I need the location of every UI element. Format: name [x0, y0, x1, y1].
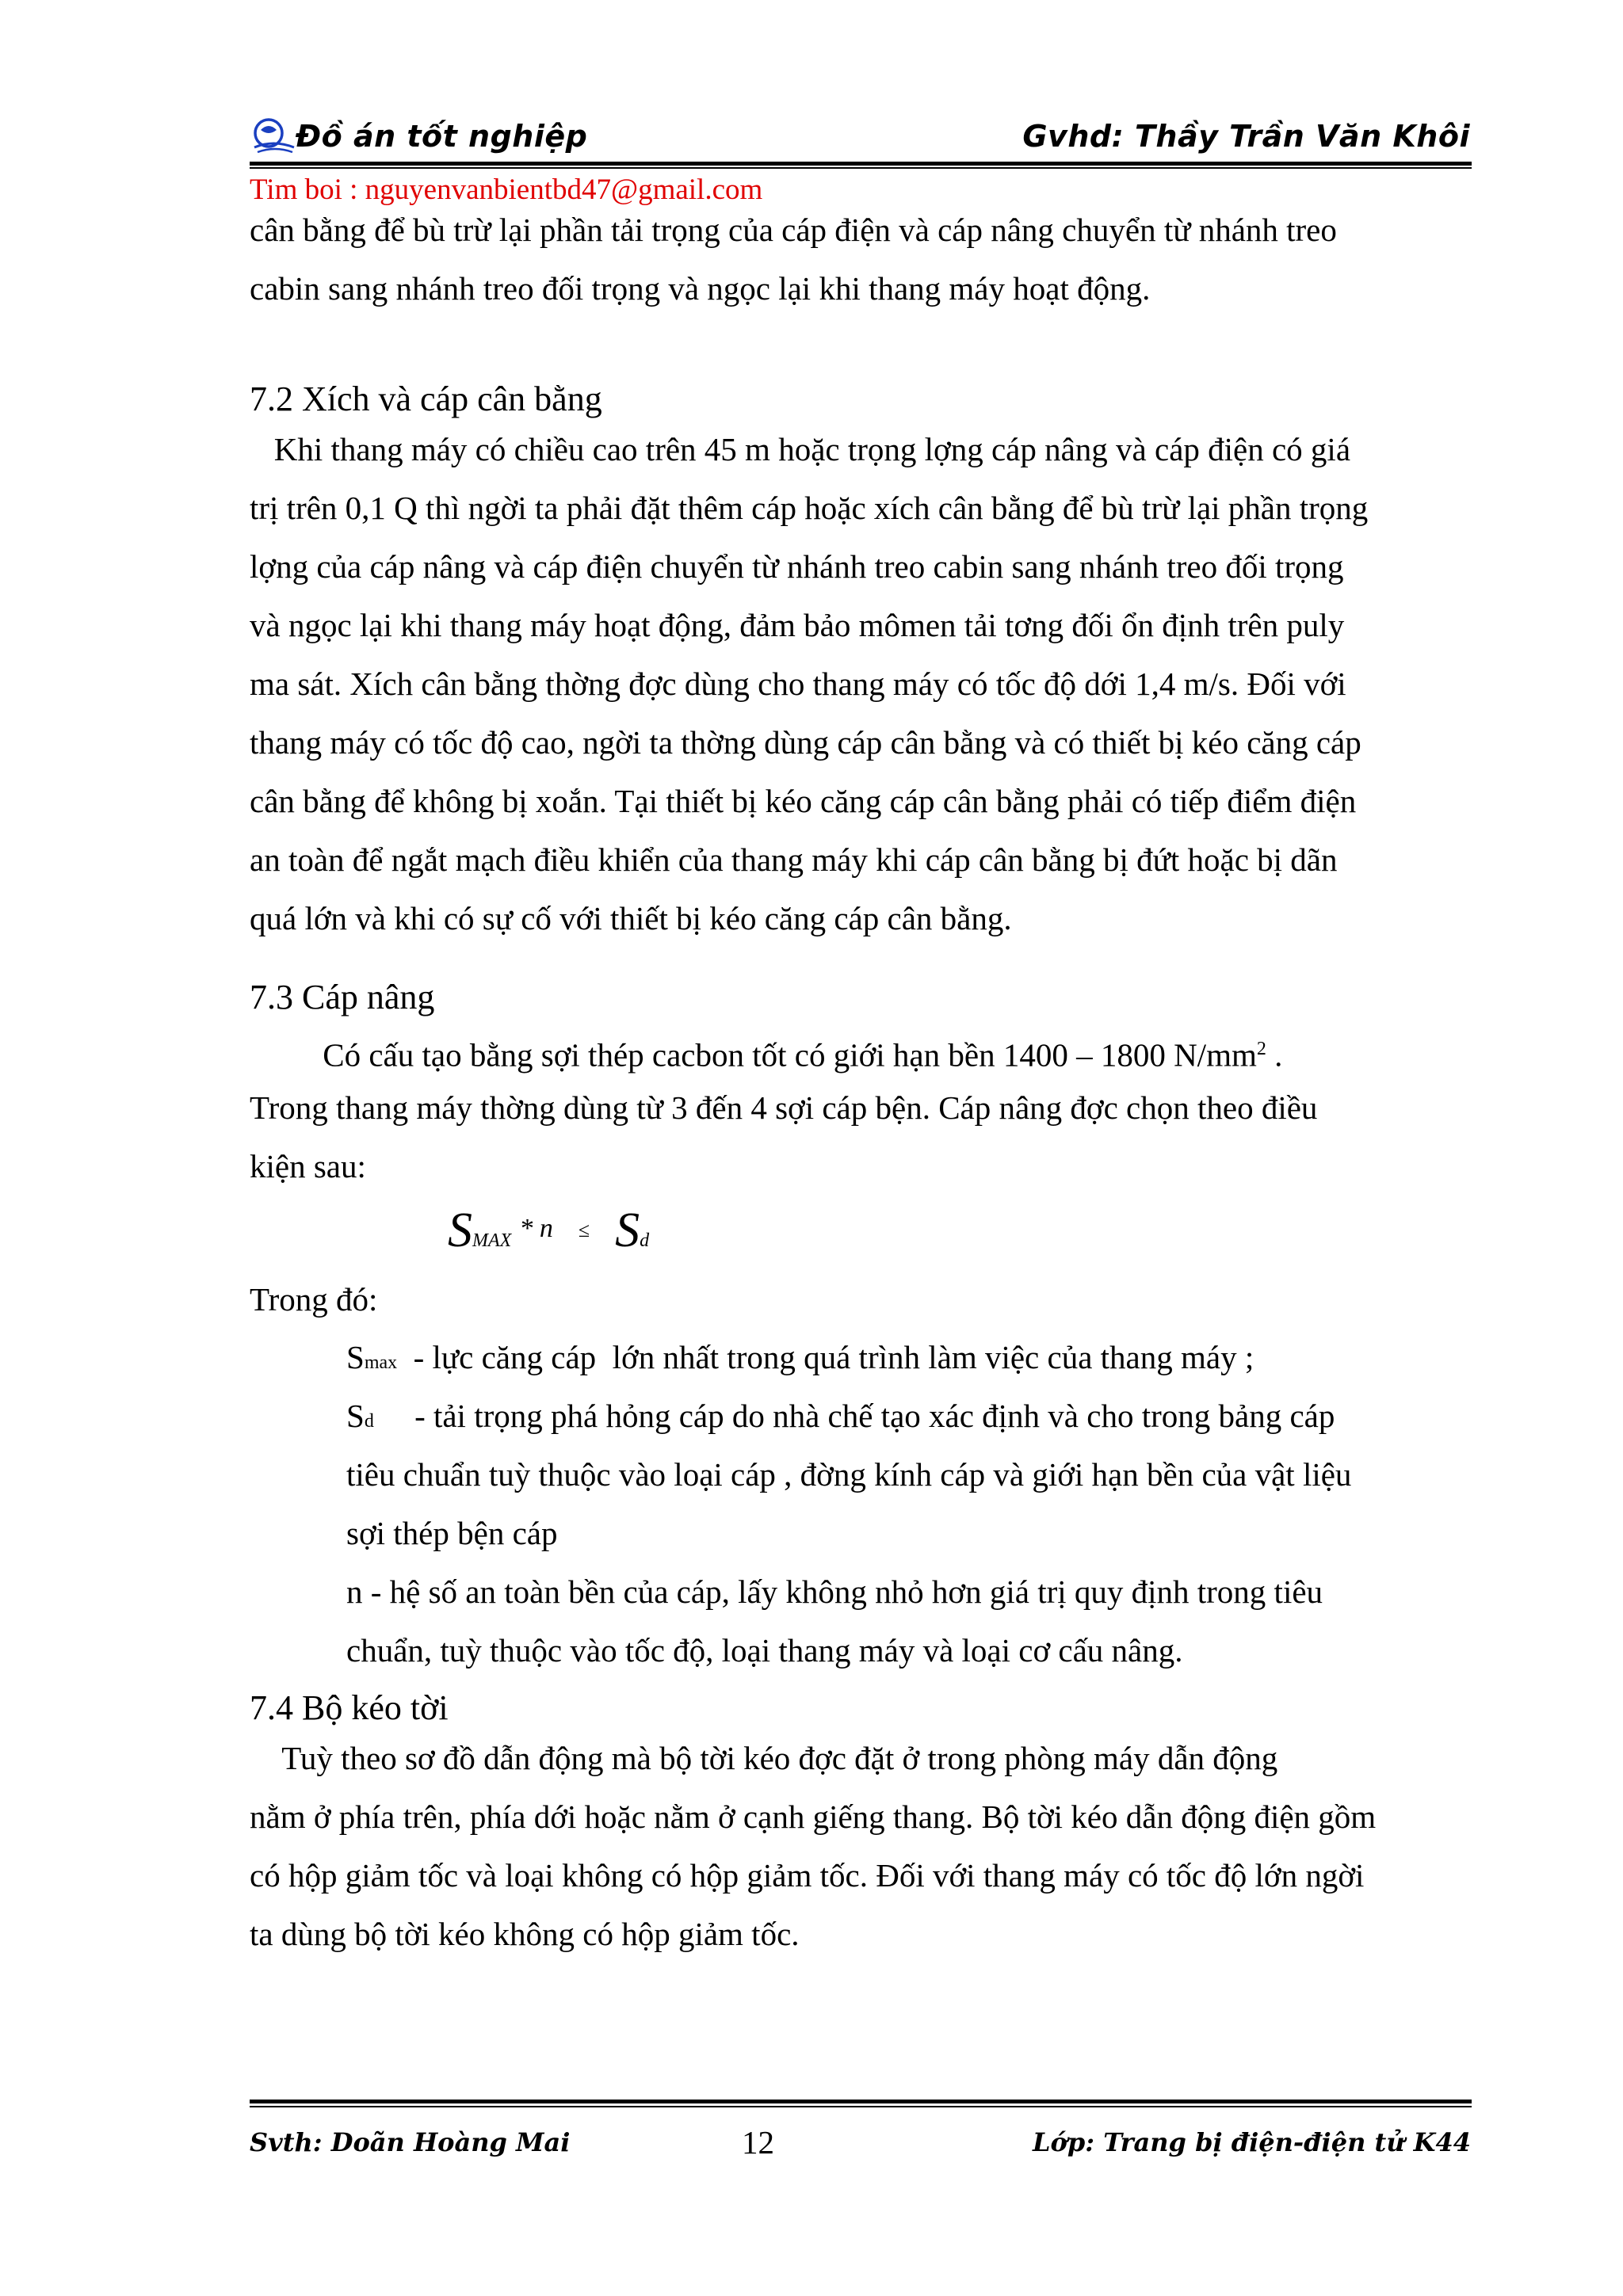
symbol: S [346, 1339, 365, 1375]
footer-author: Svth: Doãn Hoàng Mai [250, 2127, 571, 2157]
section-7-2-paragraph [250, 420, 1474, 948]
text-line: trị trên 0,1 Q thì ngời ta phải đặt thêm cáp hoặc xích cân bằng để bù trừ lại phần trọng [250, 490, 1369, 526]
text-line: an toàn để ngắt mạch điều khiển của thang máy khi cáp cân bằng bị đứt hoặc bị dãn [250, 841, 1338, 878]
formula-symbol: S [615, 1203, 640, 1257]
superscript: 2 [1256, 1039, 1266, 1059]
symbol-subscript: d [364, 1411, 374, 1432]
text-line: cân bằng để bù trừ lại phần tải trọng của cáp điện và cáp nâng chuyển từ nhánh treo [250, 212, 1337, 248]
section-7-4-paragraph [250, 1729, 1474, 1963]
text-segment: . [1266, 1036, 1283, 1074]
page-header [250, 113, 1470, 160]
text-line: và ngọc lại khi thang máy hoạt động, đảm bảo mômen tải tơng đối ổn định trên puly [250, 607, 1345, 643]
text-line: kiện sau: [250, 1148, 366, 1184]
text-line: sợi thép bện cáp [346, 1515, 558, 1551]
definition-sd [346, 1386, 1472, 1445]
email-line: Tim boi : nguyenvanbientbd47@gmail.com [250, 174, 763, 206]
section-heading-7-3: 7.3 Cáp nâng [250, 978, 435, 1016]
text-segment: Có cấu tạo bằng sợi thép cacbon tốt có giới hạn bền 1400 – 1800 N/mm [250, 1036, 1257, 1074]
text-line: có hộp giảm tốc và loại không có hộp giảm tốc. Đối với thang máy có tốc độ lớn ngời [250, 1857, 1365, 1894]
footer-class: Lớp: Trang bị điện-điện tử K44 [1033, 2127, 1471, 2157]
header-divider-thin [250, 167, 1472, 169]
text-line: cân bằng để không bị xoắn. Tại thiết bị kéo căng cáp cân bằng phải có tiếp điểm điện [250, 783, 1357, 819]
definition-text: - tải trọng phá hỏng cáp do nhà chế tạo xác định và cho trong bảng cáp [373, 1398, 1335, 1434]
formula-subscript: d [640, 1230, 650, 1251]
definitions-list [346, 1328, 1472, 1680]
header-divider [250, 162, 1472, 166]
text-line: Trong thang máy thờng dùng từ 3 đến 4 sợi cáp bện. Cáp nâng đợc chọn theo điều [250, 1089, 1318, 1126]
text-line: ma sát. Xích cân bằng thờng đợc dùng cho thang máy có tốc độ dới 1,4 m/s. Đối với [250, 666, 1346, 702]
text-line [250, 1020, 1474, 1078]
where-label-block [250, 1270, 1474, 1329]
text-line: ta dùng bộ tời kéo không có hộp giảm tốc. [250, 1916, 800, 1952]
footer-divider [250, 2100, 1472, 2103]
text-line: thang máy có tốc độ cao, ngời ta thờng dùng cáp cân bằng và có thiết bị kéo căng cáp [250, 724, 1361, 761]
formula-symbol: S [448, 1203, 472, 1257]
definition-text: - lực căng cáp lớn nhất trong quá trình làm việc của thang máy ; [397, 1339, 1254, 1375]
text-line: lợng của cáp nâng và cáp điện chuyển từ nhánh treo cabin sang nhánh treo đối trọng [250, 548, 1344, 585]
header-left-title: Đồ án tốt nghiệp [296, 119, 588, 154]
logo-icon [250, 113, 297, 160]
text-line: Khi thang máy có chiều cao trên 45 m hoặc trọng lợng cáp nâng và cáp điện có giá [250, 431, 1351, 467]
section-7-3-paragraph [250, 1020, 1474, 1196]
intro-paragraph [250, 200, 1474, 318]
section-heading-7-4: 7.4 Bộ kéo tời [250, 1688, 449, 1727]
symbol-subscript: max [364, 1352, 398, 1373]
text-line: nằm ở phía trên, phía dới hoặc nằm ở cạnh giếng thang. Bộ tời kéo dẫn động điện gồm [250, 1798, 1377, 1835]
formula-operator: * n [519, 1214, 553, 1243]
formula-relation: ≤ [578, 1219, 590, 1241]
symbol: S [346, 1398, 365, 1434]
footer-divider-thin [250, 2106, 1472, 2107]
formula [448, 1203, 649, 1266]
text-line: tiêu chuẩn tuỳ thuộc vào loại cáp , đờng kính cáp và giới hạn bền của vật liệu [346, 1456, 1352, 1493]
header-right-title: Gvhd: Thầy Trần Văn Khôi [1022, 119, 1470, 154]
text-line: cabin sang nhánh treo đối trọng và ngọc lại khi thang máy hoạt động. [250, 270, 1151, 307]
formula-subscript: MAX [472, 1230, 512, 1251]
text-line: quá lớn và khi có sự cố với thiết bị kéo căng cáp cân bằng. [250, 900, 1012, 936]
definition-smax [346, 1328, 1472, 1386]
page-number: 12 [742, 2124, 774, 2161]
text-line: Tuỳ theo sơ đồ dẫn động mà bộ tời kéo đợc đặt ở trong phòng máy dẫn động [250, 1740, 1278, 1776]
where-label: Trong đó: [250, 1281, 378, 1318]
text-line: chuẩn, tuỳ thuộc vào tốc độ, loại thang máy và loại cơ cấu nâng. [346, 1632, 1183, 1669]
section-heading-7-2: 7.2 Xích và cáp cân bằng [250, 379, 602, 418]
definition-n: n - hệ số an toàn bền của cáp, lấy không nhỏ hơn giá trị quy định trong tiêu [346, 1573, 1323, 1610]
